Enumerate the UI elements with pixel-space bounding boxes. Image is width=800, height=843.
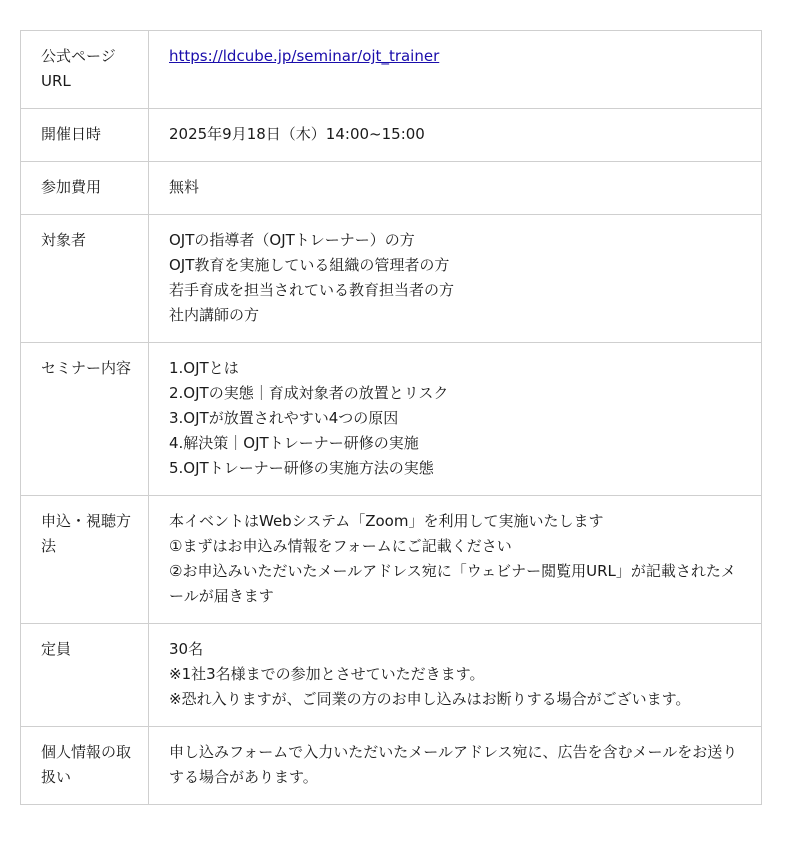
row-label: 申込・視聴方法	[21, 496, 149, 624]
row-label: 個人情報の取扱い	[21, 727, 149, 805]
value-line: ※1社3名様までの参加とさせていただきます。	[169, 665, 485, 683]
value-line: 申し込みフォームで入力いただいたメールアドレス宛に、広告を含むメールをお送りする場合があります。	[169, 743, 738, 786]
value-line: 若手育成を担当されている教育担当者の方	[169, 281, 455, 299]
row-value	[149, 215, 762, 343]
value-line: OJT教育を実施している組織の管理者の方	[169, 256, 450, 274]
value-line: 1.OJTとは	[169, 359, 239, 377]
value-line: ①まずはお申込み情報をフォームにご記載ください	[169, 537, 512, 555]
row-label: 定員	[21, 624, 149, 727]
row-target	[21, 215, 762, 343]
value-line: ②お申込みいただいたメールアドレス宛に「ウェビナー閲覧用URL」が記載されたメールが届きます	[169, 562, 736, 605]
row-value	[149, 162, 762, 215]
row-privacy	[21, 727, 762, 805]
row-value	[149, 31, 762, 109]
value-line: 無料	[169, 178, 200, 196]
row-value	[149, 109, 762, 162]
row-contents	[21, 343, 762, 496]
row-label: 参加費用	[21, 162, 149, 215]
value-line: ※恐れ入りますが、ご同業の方のお申し込みはお断りする場合がございます。	[169, 690, 691, 708]
row-label: 公式ページURL	[21, 31, 149, 109]
seminar-info-body	[21, 31, 762, 805]
row-fee	[21, 162, 762, 215]
row-value	[149, 343, 762, 496]
row-value	[149, 496, 762, 624]
value-line: 4.解決策｜OJTトレーナー研修の実施	[169, 434, 419, 452]
value-line: 2025年9月18日（木）14:00~15:00	[169, 125, 425, 143]
value-line: OJTの指導者（OJTトレーナー）の方	[169, 231, 415, 249]
row-label: 開催日時	[21, 109, 149, 162]
row-capacity	[21, 624, 762, 727]
row-value	[149, 624, 762, 727]
seminar-info-table	[20, 30, 762, 805]
value-line: 社内講師の方	[169, 306, 260, 324]
row-date	[21, 109, 762, 162]
official-page-link[interactable]: https://ldcube.jp/seminar/ojt_trainer	[169, 47, 440, 65]
row-label: 対象者	[21, 215, 149, 343]
value-line: 3.OJTが放置されやすい4つの原因	[169, 409, 399, 427]
row-application	[21, 496, 762, 624]
value-line: 30名	[169, 640, 204, 658]
value-line: 本イベントはWebシステム「Zoom」を利用して実施いたします	[169, 512, 604, 530]
value-line: 5.OJTトレーナー研修の実施方法の実態	[169, 459, 434, 477]
row-label: セミナー内容	[21, 343, 149, 496]
row-official-url	[21, 31, 762, 109]
value-line: 2.OJTの実態｜育成対象者の放置とリスク	[169, 384, 449, 402]
row-value	[149, 727, 762, 805]
